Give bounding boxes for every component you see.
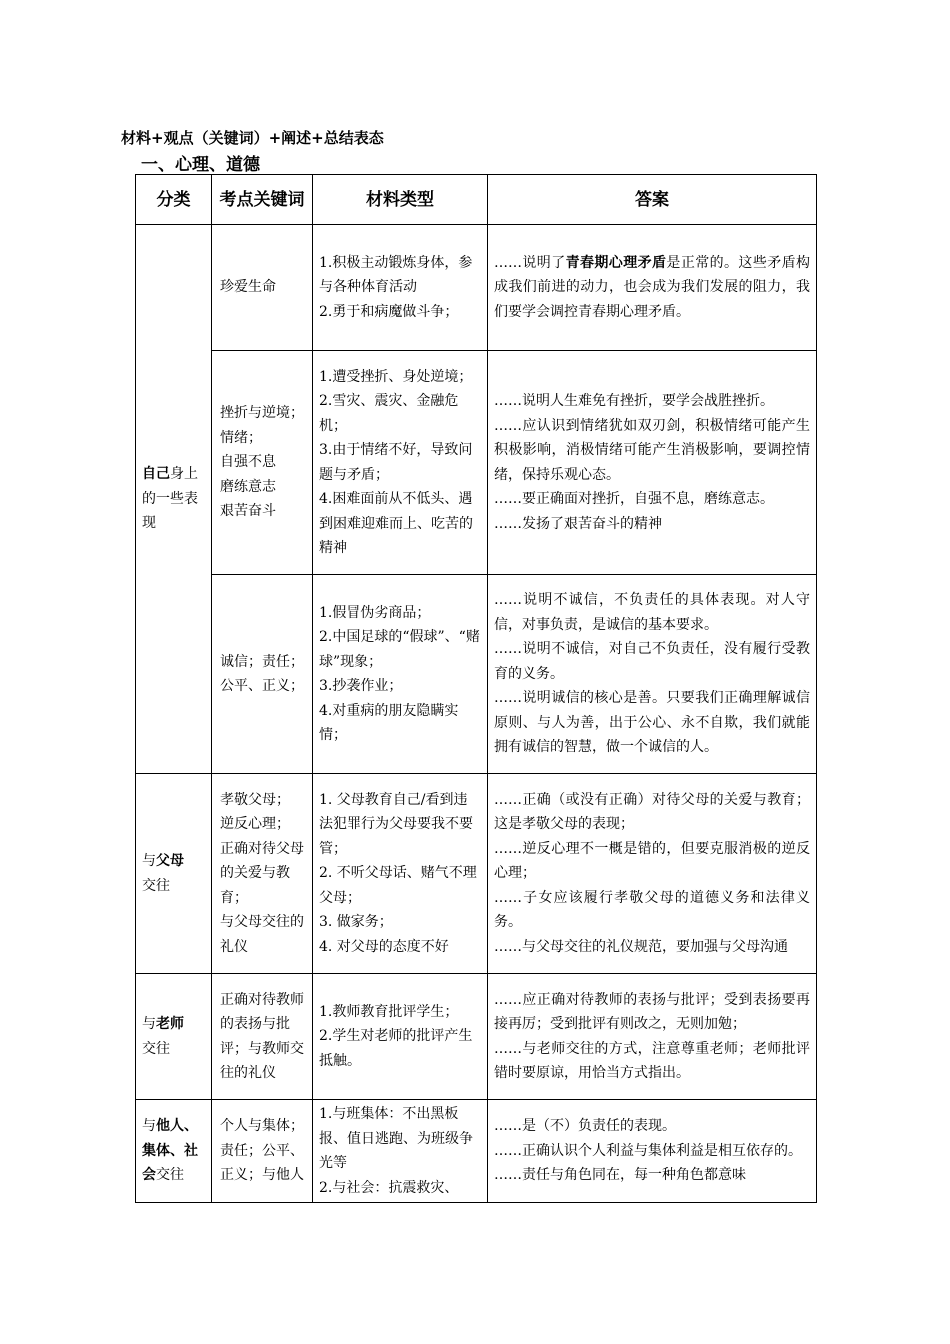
table-row [136,575,817,774]
materials-cell: 1. 父母教育自己/看到违法犯罪行为父母要我不要管； 2. 不听父母话、赌气不理父母； 3. 做家务； 4. 对父母的态度不好 [313,774,488,974]
answer-cell: ……说明了青春期心理矛盾是正常的。这些矛盾构成我们前进的动力，也会成为我们发展的阻力，我们要学会调控青春期心理矛盾。 [488,225,817,351]
category-teachers: 与老师 交往 [136,974,212,1100]
keywords-cell: 正确对待教师的表扬与批评；与教师交往的礼仪 [212,974,313,1100]
table-row [136,1100,817,1203]
materials-cell: 1.遭受挫折、身处逆境； 2.雪灾、震灾、金融危机； 3.由于情绪不好，导致问题与矛盾； 4.困难面前从不低头、遇到困难迎难而上、吃苦的精神 [313,351,488,575]
header-answer: 答案 [488,175,817,225]
answer-cell: ……说明人生难免有挫折，要学会战胜挫折。 ……应认识到情绪犹如双刃剑，积极情绪可能产生积极影响，消极情绪可能产生消极影响，要调控情绪，保持乐观心态。 ……要正确面对挫折，自强不息，磨练意志。 ……发扬了艰苦奋斗的精神 [488,351,817,575]
materials-cell: 1.教师教育批评学生； 2.学生对老师的批评产生抵触。 [313,974,488,1100]
header-category: 分类 [136,175,212,225]
keywords-cell: 诚信；责任；公平、正义； [212,575,313,774]
table-header-row [136,175,817,225]
materials-cell: 1.假冒伪劣商品； 2.中国足球的“假球”、“赌球”现象； 3.抄袭作业； 4.对重病的朋友隐瞒实情； [313,575,488,774]
table-row [136,774,817,974]
table-row [136,974,817,1100]
category-others-society: 与他人、集体、社会交往 [136,1100,212,1203]
intro-formula: 材料+观点（关键词）+阐述+总结表态 [121,129,384,147]
answer-cell: ……是（不）负责任的表现。 ……正确认识个人利益与集体利益是相互依存的。 ……责任与角色同在，每一种角色都意味 [488,1100,817,1203]
table-row [136,351,817,575]
section-title: 一、心理、道德 [141,155,260,175]
header-keywords: 考点关键词 [212,175,313,225]
materials-cell: 1.与班集体：不出黑板报、值日逃跑、为班级争光等 2.与社会：抗震救灾、 [313,1100,488,1203]
table-row [136,225,817,351]
answer-cell: ……正确（或没有正确）对待父母的关爱与教育；这是孝敬父母的表现； ……逆反心理不一概是错的，但要克服消极的逆反心理； ……子女应该履行孝敬父母的道德义务和法律义务。 ……与父母交往的礼仪规范，要加强与父母沟通 [488,774,817,974]
answer-cell: ……说明不诚信，不负责任的具体表现。对人守信，对事负责，是诚信的基本要求。 ……说明不诚信，对自己不负责任，没有履行受教育的义务。 ……说明诚信的核心是善。只要我们正确理解诚信原则、与人为善，出于公心、永不自欺，我们就能拥有诚信的智慧，做一个诚信的人。 [488,575,817,774]
answer-cell: ……应正确对待教师的表扬与批评；受到表扬要再接再厉；受到批评有则改之，无则加勉； ……与老师交往的方式，注意尊重老师；老师批评错时要原谅，用恰当方式指出。 [488,974,817,1100]
header-material-type: 材料类型 [313,175,488,225]
answer-table [135,174,817,1203]
materials-cell: 1.积极主动锻炼身体，参与各种体育活动 2.勇于和病魔做斗争； [313,225,488,351]
keywords-cell: 孝敬父母； 逆反心理； 正确对待父母的关爱与教育； 与父母交往的礼仪 [212,774,313,974]
keywords-cell: 珍爱生命 [212,225,313,351]
keywords-cell: 挫折与逆境；情绪； 自强不息 磨练意志 艰苦奋斗 [212,351,313,575]
category-self: 自己身上的一些表现 [136,225,212,774]
category-parents: 与父母 交往 [136,774,212,974]
keywords-cell: 个人与集体；责任；公平、正义；与他人 [212,1100,313,1203]
